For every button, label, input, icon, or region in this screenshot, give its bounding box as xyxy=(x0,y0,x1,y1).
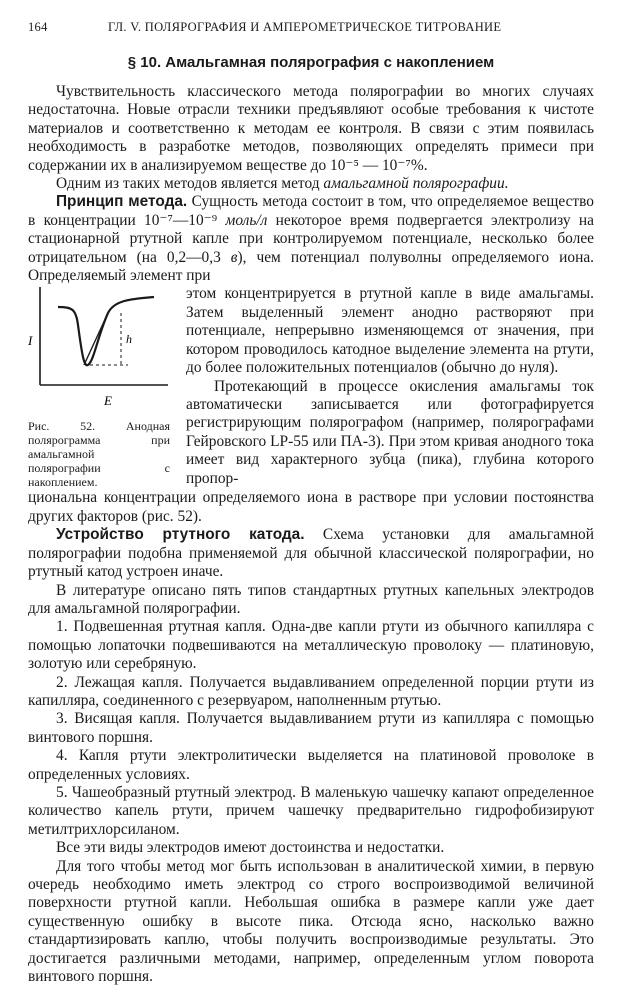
list-item: 1. Подвешенная ртутная капля. Одна-две капли ртути из обычного капилляра с помощью лопаточки подвешиваются на металлическую проволоку — платиновую, золотую или серебряную. xyxy=(28,618,594,673)
figure-52 xyxy=(28,285,178,489)
page-number: 164 xyxy=(28,20,48,34)
figure-block xyxy=(28,285,594,489)
paragraph-summary: Все эти виды электродов имеют достоинства и недостатки. xyxy=(56,839,445,857)
polarogram-curve xyxy=(58,297,154,365)
paragraph-amalgam: этом концентрируется в ртутной капле в виде амальгамы. Затем выделенный элемент анодно растворяют при потенциале, непрерывно изменяющемся от значения, при котором проводилось катодное выделение элемента на ртути, до более положительных потенциалов (обычно до нуля). xyxy=(186,285,594,377)
text-run: некоторое время подвергается электролизу на стационарной ртутной капле при контролируемом потенциале, несколько более отрицательном (на 0,2—0,3 xyxy=(28,211,594,266)
figure-wrap-text xyxy=(186,285,594,489)
paragraph-oxidation-tail: циональна концентрации определяемого иона в растворе при условии постоянства других факторов (рис. 52). xyxy=(28,489,594,525)
book-page xyxy=(28,20,594,986)
peak-depth-label: h xyxy=(126,332,132,347)
text-run: ), чем потенциал полуволны определяемого иона. Определяемый элемент при xyxy=(28,248,594,285)
figure-caption: Рис. 52. Анодная полярограмма при амальгамной полярографии с накоплением. xyxy=(28,419,170,490)
x-axis-label: E xyxy=(104,393,112,409)
anodic-polarogram-plot xyxy=(28,285,178,413)
paragraph-method-intro xyxy=(28,175,594,193)
page-header xyxy=(28,20,594,38)
emphasis-text: амальгамной полярографии. xyxy=(323,175,509,193)
paragraph-principle xyxy=(28,193,594,285)
paragraph-lead: Устройство ртутного катода. xyxy=(56,526,305,544)
section-title: § 10. Амальгамная полярография с накоплением xyxy=(127,54,495,71)
paragraph-literature: В литературе описано пять типов стандартных ртутных капельных электродов для амальгамной полярографии. xyxy=(28,581,594,617)
paragraph-sensitivity: Чувствительность классического метода полярографии во многих случаях недостаточна. Новые отрасли техники предъявляют особые требования к чистоте материалов и соответственно к методам ее контроля. В связи с этим появилась необходимость в разработке методов, позволяющих определять примеси при содержании их в анализируемом веществе до 10⁻⁵ — 10⁻⁷%. xyxy=(28,83,594,174)
paragraph-reproducibility: Для того чтобы метод мог быть использован в аналитической химии, в первую очередь необходимо иметь электрод со строго воспроизводимой величиной поверхности ртутной капли. Небольшая ошибка в размере капли уже дает существенную ошибку в высоте пика. Отсюда ясно, насколько важно стандартизировать каплю, чтобы получить воспроизводимые результаты. Это достигается различными методами, например, определенным углом поворота винтового поршня. xyxy=(28,857,594,986)
text-run: Схема установки для амальгамной полярографии подобна применяемой для обычной классической полярографии, но ртутный катод устроен иначе. xyxy=(28,526,594,581)
y-axis-label: I xyxy=(28,333,33,349)
list-item: 5. Чашеобразный ртутный электрод. В маленькую чашечку капают определенное количество капель ртути, причем чашечку предварительно гидрофобизируют метилтрихлорсиланом. xyxy=(28,783,594,838)
emphasis-text: моль/л xyxy=(225,211,268,229)
text-run: Одним из таких методов является метод xyxy=(56,175,324,193)
paragraph-cathode xyxy=(28,526,594,581)
emphasis-text: в xyxy=(230,248,238,266)
paragraph-oxidation: Протекающий в процессе окисления амальгамы ток автоматически записывается или фотографируется регистрирующим полярографом (например, полярографами Гейровского LP-55 или ПА-3). При этом кривая анодного тока имеет вид характерного зубца (пика), глубина которого пропор- xyxy=(186,377,594,487)
tangent-line xyxy=(84,313,108,365)
paragraph-lead: Принцип метода. xyxy=(56,193,188,211)
running-title: ГЛ. V. ПОЛЯРОГРАФИЯ И АМПЕРОМЕТРИЧЕСКОЕ ТИТРОВАНИЕ xyxy=(108,20,502,34)
list-item: 4. Капля ртути электролитически выделяется на платиновой проволоке в определенных условиях. xyxy=(28,747,594,783)
list-item: 2. Лежащая капля. Получается выдавливанием определенной порции ртути из капилляра, соединенного с резервуаром, наполненным ртутью. xyxy=(28,673,594,709)
list-item: 3. Висящая капля. Получается выдавливанием ртути из капилляра с помощью винтового поршня. xyxy=(28,710,594,746)
text-run: Сущность метода состоит в том, что определяемое вещество в концентрации 10⁻⁷—10⁻⁹ xyxy=(28,193,594,229)
